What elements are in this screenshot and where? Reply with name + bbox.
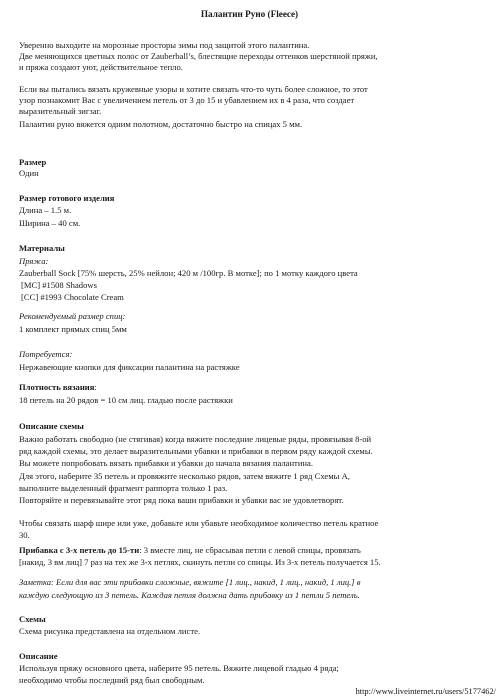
intro-line: Палантин руно вяжется одним полотном, достаточно быстро на спицах 5 мм. [19, 119, 303, 129]
yarn-main-color: [MC] #1508 Shadows [21, 280, 97, 290]
note-line: Заметка: Если для вас эти прибавки сложные, вяжите [1 лиц., накид, 1 лиц., накид, 1 лиц.] в [19, 577, 361, 587]
increase-instruction-line: [накид, 3 вм лиц] 7 раз на тех же 3-х петлях, скинуть петли со спицы. Из 3-х петель получается 15. [19, 557, 381, 567]
yarn-label: Пряжа: [19, 256, 49, 266]
wider-note-line: 30. [19, 530, 30, 540]
notions-label: Потребуется: [19, 349, 73, 359]
description-line: Используя пряжу основного цвета, наберите 95 петель. Вяжите лицевой гладью 4 ряда; [19, 663, 339, 673]
charts-value: Схема рисунка представлена на отдельном листе. [19, 626, 201, 636]
note-line: каждую следующую из 3 петель. Каждая петля должна дать прибавку из 1 петли 5 петель. [19, 590, 360, 600]
pattern-desc-line: Для этого, наберите 35 петель и провяжите несколько рядов, затем вяжите 1 ряд Схемы А, [19, 471, 350, 481]
finished-size-heading: Размер готового изделия [19, 193, 115, 203]
yarn-contrast-color: [CC] #1993 Chocolate Cream [21, 292, 124, 302]
pattern-desc-heading: Описание схемы [19, 421, 84, 431]
pattern-desc-line: Важно работать свободно (не стягивая) когда вяжите последние лицевые ряды, провязывая 8-ой [19, 434, 372, 444]
intro-line: узор познакомит Вас с увеличением петель от 3 до 15 и убавлением их в 4 раза, что создает [19, 95, 355, 105]
intro-line: Уверенно выходите на морозные просторы зимы под защитой этого палантина. [19, 40, 310, 50]
size-heading: Размер [19, 157, 47, 167]
needles-value: 1 комплект прямых спиц 5мм [19, 324, 127, 334]
increase-text: : 3 вместе лиц, не сбрасывая петли с левой спицы, провязать [139, 545, 361, 555]
intro-line: и пряжа создают уют, действительное тепло. [19, 62, 183, 72]
wider-note-line: Чтобы связать шарф шире или уже, добавьте или убавьте необходимое количество петель кратное [19, 518, 379, 528]
pattern-desc-line: Повторяйте и перевязывайте этот ряд пока ваши прибавки и убавки вас не удовлетворят. [19, 495, 344, 505]
document-title: Палантин Руно (Fleece) [200, 9, 299, 19]
materials-heading: Материалы [19, 243, 65, 253]
pattern-desc-line: Вы можете попробовать вязать прибавки и убавки до начала вязания палантина. [19, 458, 313, 468]
charts-heading: Схемы [19, 614, 46, 624]
intro-line: выразительный зигзаг. [19, 106, 102, 116]
yarn-value: Zauberball Sock [75% шерсть, 25% нейлон; 420 м /100гр. В мотке]; по 1 мотку каждого цвета [19, 268, 358, 278]
size-value: Один [19, 168, 39, 178]
pattern-desc-line: ряд каждой схемы, это делает выразительными убавки и прибавки в первом ряду каждой схемы. [19, 446, 373, 456]
intro-line: Две меняющихся цветных полос от Zauberball’s, блестящие переходы оттенков шерстяной пряжи, [19, 51, 378, 61]
finished-length: Длина – 1.5 м. [19, 205, 72, 215]
gauge-value: 18 петель на 20 рядов = 10 см лиц. гладью после растяжки [19, 395, 233, 405]
finished-width: Ширина – 40 см. [19, 218, 81, 228]
increase-heading: Прибавка с 3-х петель до 15-ти [19, 545, 140, 555]
description-line: необходимо чтобы последний ряд был свободным. [19, 675, 205, 685]
pattern-desc-line: выполните выделенный фрагмент раппорта только 1 раз. [19, 483, 228, 493]
gauge-heading-text: Плотность вязания [19, 382, 95, 392]
gauge-heading: Плотность вязания: [19, 382, 97, 392]
description-heading: Описание [19, 651, 58, 661]
source-url-watermark: http://www.liveinternet.ru/users/5177462/ [355, 686, 496, 696]
intro-line: Если вы пытались вязать кружевные узоры и хотите связать что-то чуть более сложное, то этот [19, 84, 368, 94]
increase-instruction [19, 545, 361, 556]
notions-value: Нержавеющие кнопки для фиксации палантина на растяжке [19, 362, 240, 372]
needles-label: Рекомендуемый размер спиц: [19, 311, 126, 321]
